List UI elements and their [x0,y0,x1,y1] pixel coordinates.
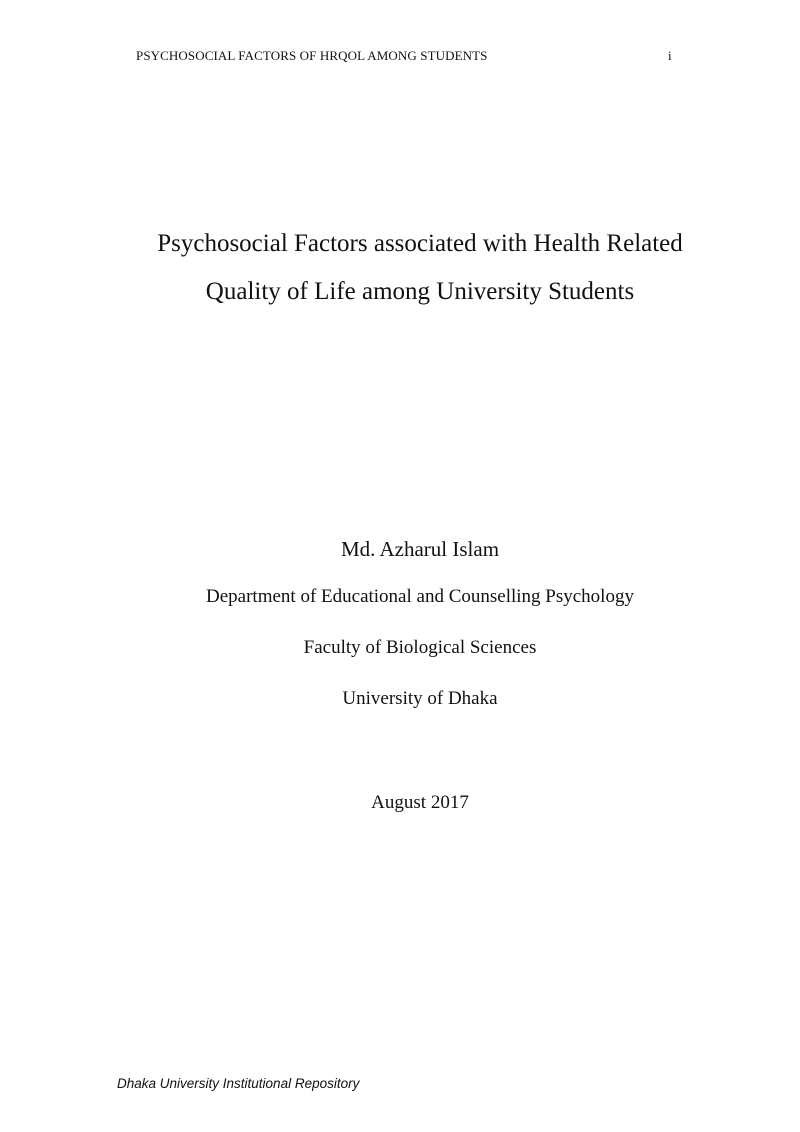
submission-date: August 2017 [371,792,469,813]
document-title [0,220,800,316]
author-block [0,534,800,737]
title-line-1: Psychosocial Factors associated with Health Related [157,230,683,257]
department-name: Department of Educational and Counselling Psychology [206,586,634,607]
faculty-name: Faculty of Biological Sciences [303,637,537,658]
university-name: University of Dhaka [342,688,498,709]
title-line-2: Quality of Life among University Students [205,278,635,305]
running-head: PSYCHOSOCIAL FACTORS OF HRQOL AMONG STUDENTS [136,48,488,63]
repository-footer: Dhaka University Institutional Repository [117,1076,360,1091]
page-number: i [668,48,672,63]
author-name: Md. Azharul Islam [340,537,500,561]
